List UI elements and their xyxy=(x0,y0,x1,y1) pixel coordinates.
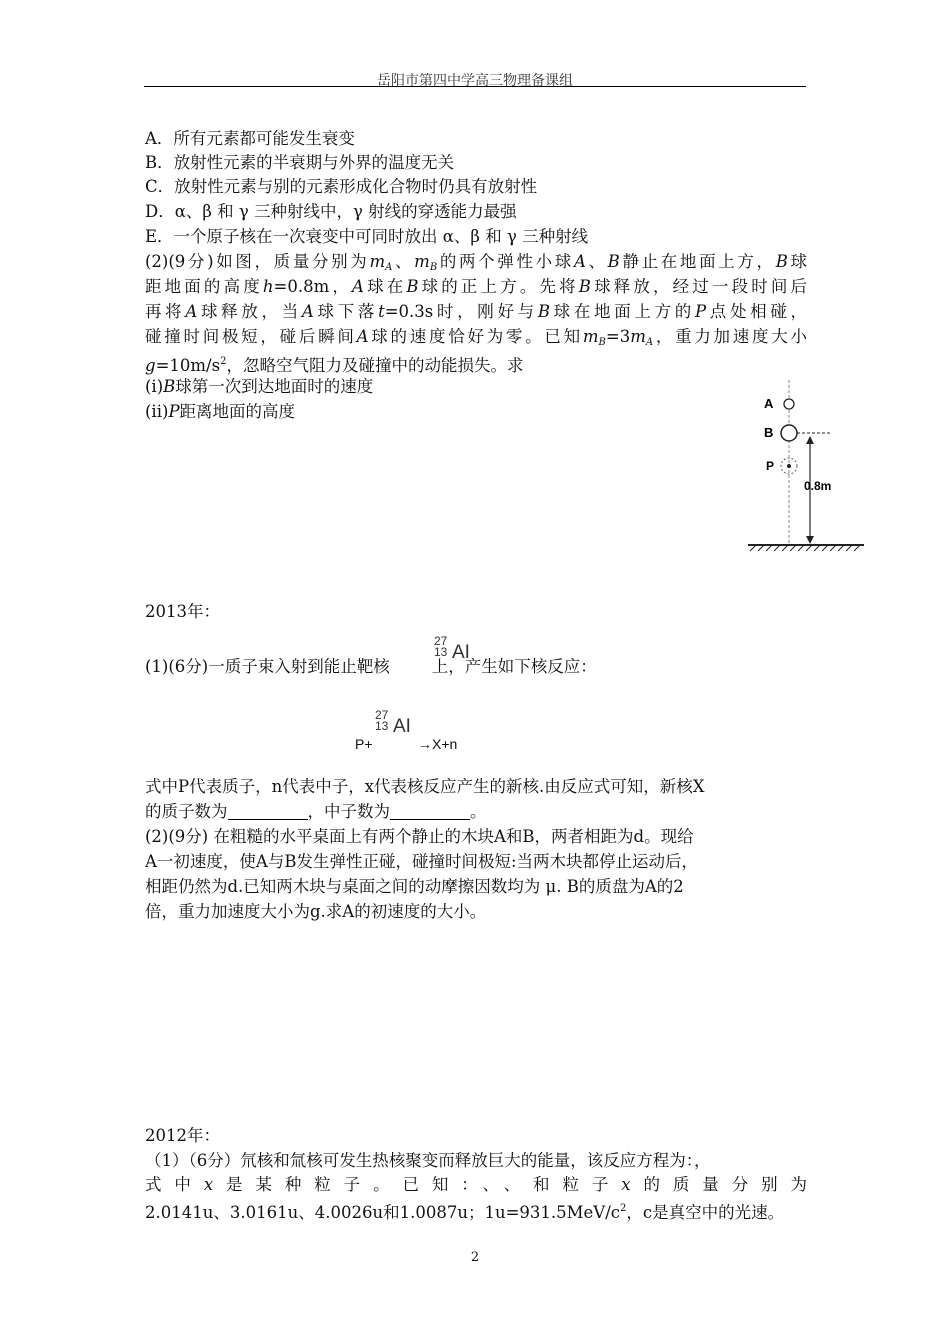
equation-left: P+ xyxy=(355,736,373,752)
height-arrow-up xyxy=(806,436,814,444)
nuclide-al-equation: 27 13 AI xyxy=(375,708,411,737)
option-c: C．放射性元素与别的元素形成化合物时仍具有放射性 xyxy=(145,177,538,196)
option-e: E．一个原子核在一次衰变中可同时放出 α、β 和 γ 三种射线 xyxy=(145,227,589,246)
height-arrow-down xyxy=(806,536,814,544)
option-b: B．放射性元素的半衰期与外界的温度无关 xyxy=(145,153,455,172)
q2-2014-line2: 距地面的高度h=0.8m，A球在B球的正上方。先将B球释放，经过一段时间后 xyxy=(145,277,808,296)
q2-2014-sub-ii: (ii)P距离地面的高度 xyxy=(145,402,296,421)
point-p-dot xyxy=(787,464,791,468)
q2-2013-line4: 倍，重力加速度大小为g.求A的初速度的大小。 xyxy=(145,902,487,921)
collision-figure xyxy=(740,380,870,555)
q2-2014-line3: 再将A球释放，当A球下落t=0.3s时，刚好与B球在地面上方的P点处相碰， xyxy=(145,302,808,321)
year-2013-heading: 2013年： xyxy=(145,602,220,621)
q1-2013-line3: 的质子数为 ，中子数为 。 xyxy=(145,802,487,821)
q1-2013-line1: (1)(6分)一质子束入射到能止靶核 上，产生如下核反应： xyxy=(145,657,597,676)
page-number: 2 xyxy=(470,1250,480,1265)
answer-blank-neutrons[interactable] xyxy=(390,803,470,820)
header-rule xyxy=(144,86,806,87)
q1-2013-line2: 式中P代表质子，n代表中子，x代表核反应产生的新核.由反应式可知，新核X xyxy=(145,777,705,796)
equation-right: →X+n xyxy=(418,736,458,752)
ball-b xyxy=(781,425,797,441)
label-a: A xyxy=(764,396,774,411)
q2-2013-line2: A一初速度，使A与B发生弹性正碰，碰撞时间极短:当两木块都停止运动后， xyxy=(145,852,699,871)
year-2012-heading: 2012年： xyxy=(145,1126,220,1145)
page-header: 岳阳市第四中学高三物理备课组 xyxy=(377,73,573,89)
option-d: D．α、β 和 γ 三种射线中，γ 射线的穿透能力最强 xyxy=(145,202,517,221)
option-a: A．所有元素都可能发生衰变 xyxy=(145,129,355,148)
q2-2014-line1: (2)(9分)如图，质量分别为$m_A$、$m_B$的两个弹性小球A、B静止在地面上方，B球 xyxy=(145,252,808,273)
ball-a xyxy=(784,399,794,409)
height-label: 0.8m xyxy=(804,479,832,493)
q2-2013-line1: (2)(9分) 在粗糙的水平桌面上有两个静止的木块A和B，两者相距为d。现给 xyxy=(145,827,694,846)
q1-2012-line3: 2.0141u、3.0161u、4.0026u和1.0087u；$1u=931.5MeV/c^2$，c是真空中的光速。 xyxy=(145,1203,785,1222)
q1-2012-line1: （1）（6分）氘核和氚核可发生热核聚变而释放巨大的能量，该反应方程为：， xyxy=(145,1151,711,1170)
q2-2013-line3: 相距仍然为d.已知两木块与桌面之间的动摩擦因数均为 μ. B的质盘为A的2 xyxy=(145,877,684,896)
label-b: B xyxy=(764,425,774,440)
nuclide-al-inline: 27 13 AI xyxy=(434,634,470,663)
q2-2014-line5: $g=10m/s^2$，忽略空气阻力及碰撞中的动能损失。求 xyxy=(145,356,524,375)
q2-2014-sub-i: (i)B球第一次到达地面时的速度 xyxy=(145,377,374,396)
q1-2012-line2: 式中x是某种粒子。已知：、、和粒子x的质量分别为 xyxy=(145,1175,808,1194)
q2-2014-line4: 碰撞时间极短，碰后瞬间A球的速度恰好为零。已知$m_B=3m_A$，重力加速度大小 xyxy=(145,327,808,348)
label-p: P xyxy=(766,459,775,473)
answer-blank-protons[interactable] xyxy=(228,803,308,820)
